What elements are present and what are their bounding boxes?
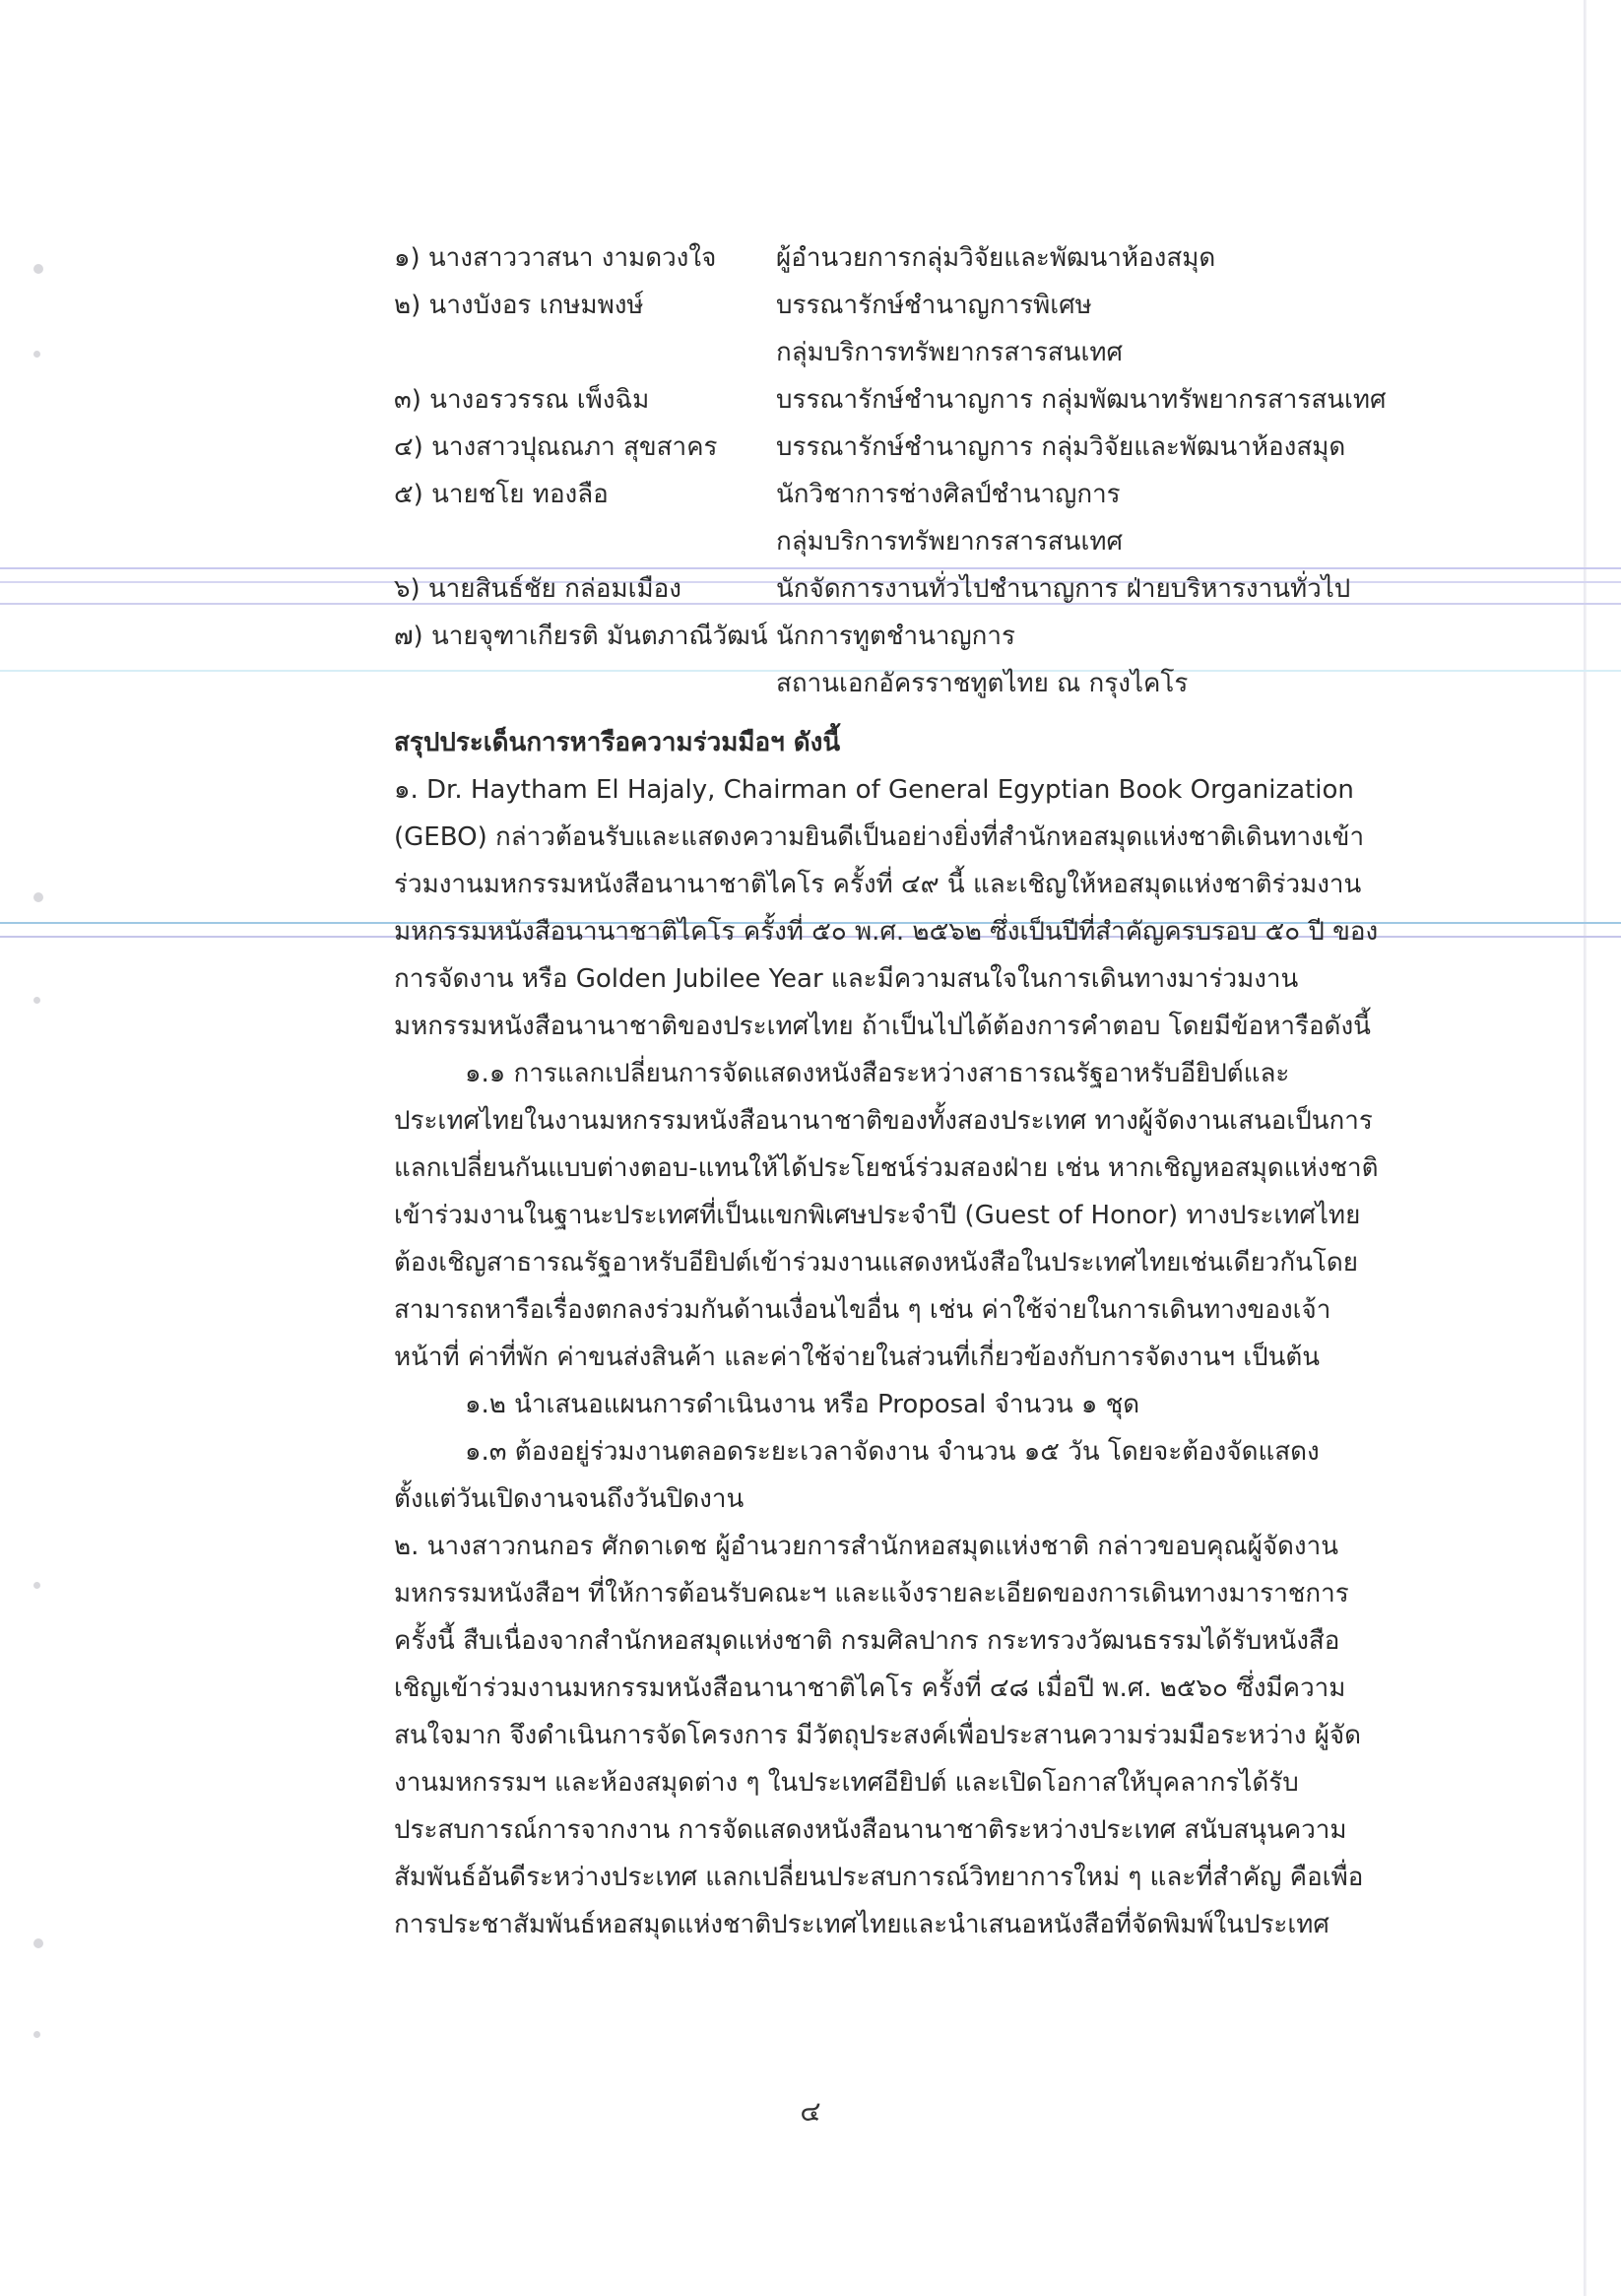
staff-position: บรรณารักษ์ชำนาญการ กลุ่มพัฒนาทรัพยากรสารสนเทศ [776,385,1387,415]
staff-position: นักการทูตชำนาญการ สถานเอกอัครราชทูตไทย ณ กรุงไคโร [776,622,1189,698]
punch-hole-mark [33,1938,43,1948]
punch-hole-mark [33,351,40,358]
staff-name: ๗) นายจุฑาเกียรติ มันตภาณีวัฒน์ [394,622,768,651]
staff-name: ๒) นางบังอร เกษมพงษ์ [394,291,644,320]
paragraph: ๑. Dr. Haytham El Hajaly, Chairman of General Egyptian Book Organization (GEBO) กล่าวต้อนรับและแสดงความยินดีเป็นอย่างยิ่งที่สำนักหอสมุดแห่งชาติเดินทางเข้าร่วมงานมหกรรมหนังสือนานาชาติไคโร ครั้งที่ ๔๙ นี้ และเชิญให้หอสมุดแห่งชาติร่วมงานมหกรรมหนังสือนานาชาติไคโร ครั้งที่ ๕๐ พ.ศ. ๒๕๖๒ ซึ่งเป็นปีที่สำคัญครบรอบ ๕๐ ปี ของการจัดงาน หรือ Golden Jubilee Year และมีความสนใจในการเดินทางมาร่วมงานมหกรรมหนังสือนานาชาติของประเทศไทย ถ้าเป็นไปได้ต้องการคำตอบ โดยมีข้อหารือดังนี้ [394,775,1379,1041]
staff-position: ผู้อำนวยการกลุ่มวิจัยและพัฒนาห้องสมุด [776,243,1216,273]
staff-row [394,282,1379,376]
punch-hole-mark [33,997,40,1004]
paragraph: ๑.๓ ต้องอยู่ร่วมงานตลอดระยะเวลาจัดงาน จำนวน ๑๕ วัน โดยจะต้องจัดแสดงตั้งแต่วันเปิดงานจนถึงวันปิดงาน [394,1437,1320,1514]
staff-row [394,376,1387,424]
punch-hole-mark [33,1582,40,1589]
staff-position: นักวิชาการช่างศิลป์ชำนาญการ กลุ่มบริการทรัพยากรสารสนเทศ [776,480,1123,557]
staff-row [394,424,1379,471]
staff-name: ๑) นางสาววาสนา งามดวงใจ [394,243,717,273]
punch-hole-mark [33,264,43,274]
staff-row [394,471,1379,565]
staff-name: ๔) นางสาวปุณณภา สุขสาคร [394,432,718,462]
paragraph: ๑.๑ การแลกเปลี่ยนการจัดแสดงหนังสือระหว่างสาธารณรัฐอาหรับอียิปต์และประเทศไทยในงานมหกรรมหนังสือนานาชาติของทั้งสองประเทศ ทางผู้จัดงานเสนอเป็นการแลกเปลี่ยนกันแบบต่างตอบ-แทนให้ได้ประโยชน์ร่วมสองฝ่าย เช่น หากเชิญหอสมุดแห่งชาติเข้าร่วมงานในฐานะประเทศที่เป็นแขกพิเศษประจำปี (Guest of Honor) ทางประเทศไทยต้องเชิญสาธารณรัฐอาหรับอียิปต์เข้าร่วมงานแสดงหนังสือในประเทศไทยเช่นเดียวกันโดยสามารถหารือเรื่องตกลงร่วมกันด้านเงื่อนไขอื่น ๆ เช่น ค่าใช้จ่ายในการเดินทางของเจ้าหน้าที่ ค่าที่พัก ค่าขนส่งสินค้า และค่าใช้จ่ายในส่วนที่เกี่ยวข้องกับการจัดงานฯ เป็นต้น [394,1059,1379,1372]
section-title: สรุปประเด็นการหารือความร่วมมือฯ ดังนี้ [394,728,841,757]
page-number: ๔ [800,2095,821,2128]
staff-position: บรรณารักษ์ชำนาญการพิเศษ กลุ่มบริการทรัพยากรสารสนเทศ [776,291,1123,367]
paragraph: ๒. นางสาวกนกอร ศักดาเดช ผู้อำนวยการสำนักหอสมุดแห่งชาติ กล่าวขอบคุณผู้จัดงานมหกรรมหนังสือฯ ที่ให้การต้อนรับคณะฯ และแจ้งรายละเอียดของการเดินทางมาราชการครั้งนี้ สืบเนื่องจากสำนักหอสมุดแห่งชาติ กรมศิลปากร กระทรวงวัฒนธรรมได้รับหนังสือเชิญเข้าร่วมงานมหกรรมหนังสือนานาชาติไคโร ครั้งที่ ๔๘ เมื่อปี พ.ศ. ๒๕๖๐ ซึ่งมีความสนใจมาก จึงดำเนินการจัดโครงการ มีวัตถุประสงค์เพื่อประสานความร่วมมือระหว่าง ผู้จัดงานมหกรรมฯ และห้องสมุดต่าง ๆ ในประเทศอียิปต์ และเปิดโอกาสให้บุคลากรได้รับประสบการณ์การจากงาน การจัดแสดงหนังสือนานาชาติระหว่างประเทศ สนับสนุนความสัมพันธ์อันดีระหว่างประเทศ แลกเปลี่ยนประสบการณ์วิทยาการใหม่ ๆ และที่สำคัญ คือเพื่อการประชาสัมพันธ์หอสมุดแห่งชาติประเทศไทยและนำเสนอหนังสือที่จัดพิมพ์ในประเทศ [394,1532,1364,1939]
page-edge-line [1584,0,1587,2296]
punch-hole-mark [33,2031,40,2038]
punch-hole-mark [33,892,43,902]
paragraph: ๑.๒ นำเสนอแผนการดำเนินงาน หรือ Proposal จำนวน ๑ ชุด [465,1390,1140,1419]
staff-position: นักจัดการงานทั่วไปชำนาญการ ฝ่ายบริหารงานทั่วไป [776,574,1351,604]
staff-position: บรรณารักษ์ชำนาญการ กลุ่มวิจัยและพัฒนาห้องสมุด [776,432,1346,462]
staff-row [394,565,1379,613]
staff-row [394,234,1379,282]
staff-row [394,613,1379,707]
staff-name: ๖) นายสินธ์ชัย กล่อมเมือง [394,574,681,604]
staff-name: ๕) นายชโย ทองลือ [394,480,609,509]
document-body [394,234,1387,1948]
staff-list [394,234,1387,707]
staff-name: ๓) นางอรวรรณ เพ็งฉิม [394,385,650,415]
